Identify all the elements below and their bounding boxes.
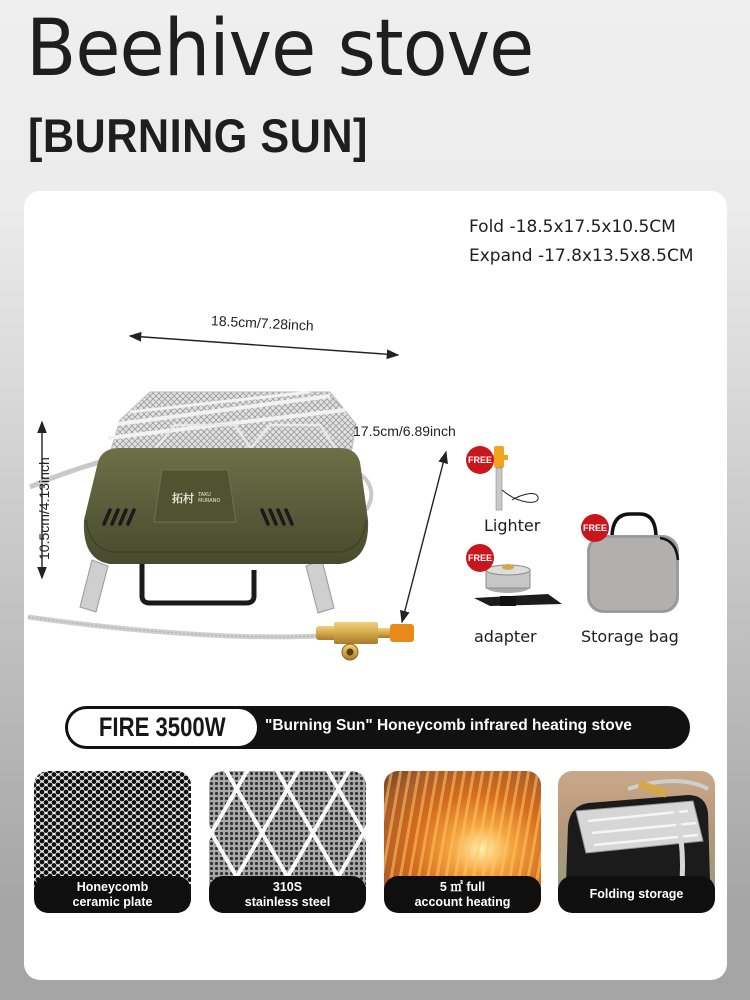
depth-dimension-label: 17.5cm/6.89inch [353,423,456,439]
feature-tile-folding-storage [558,771,715,913]
expand-size: Expand -17.8x13.5x8.5CM [469,246,694,266]
brand-logo: 拓村 TAKU MURANO [172,492,221,505]
power-label: FIRE 3500W [99,712,226,742]
accessory-label-storage-bag: Storage bag [581,627,679,646]
feature-caption: 310S stainless steel [209,876,366,913]
banner-description: "Burning Sun" Honeycomb infrared heating stove [265,717,632,734]
feature-caption: Folding storage [558,876,715,913]
width-dimension-label: 18.5cm/7.28inch [210,312,315,334]
lighter-image [490,446,538,510]
feature-caption: Honeycomb ceramic plate [34,876,191,913]
page-subtitle: [BURNING SUN] [28,109,368,162]
feature-tile-stainless-steel [209,771,366,913]
free-badge-lighter: FREE [466,446,494,474]
height-dimension-label: 10.5cm/4.13inch [36,457,52,560]
adapter-image [474,564,562,606]
fold-size: Fold -18.5x17.5x10.5CM [469,217,676,237]
page-title: Beehive stove [26,4,534,94]
free-badge-adapter: FREE [466,544,494,572]
power-badge [67,708,258,747]
accessory-label-adapter: adapter [474,627,537,646]
feature-caption: 5 ㎡ full account heating [384,876,541,913]
accessory-label-lighter: Lighter [484,516,541,535]
feature-tile-honeycomb [34,771,191,913]
free-badge-storage-bag: FREE [581,514,609,542]
feature-tile-heating [384,771,541,913]
